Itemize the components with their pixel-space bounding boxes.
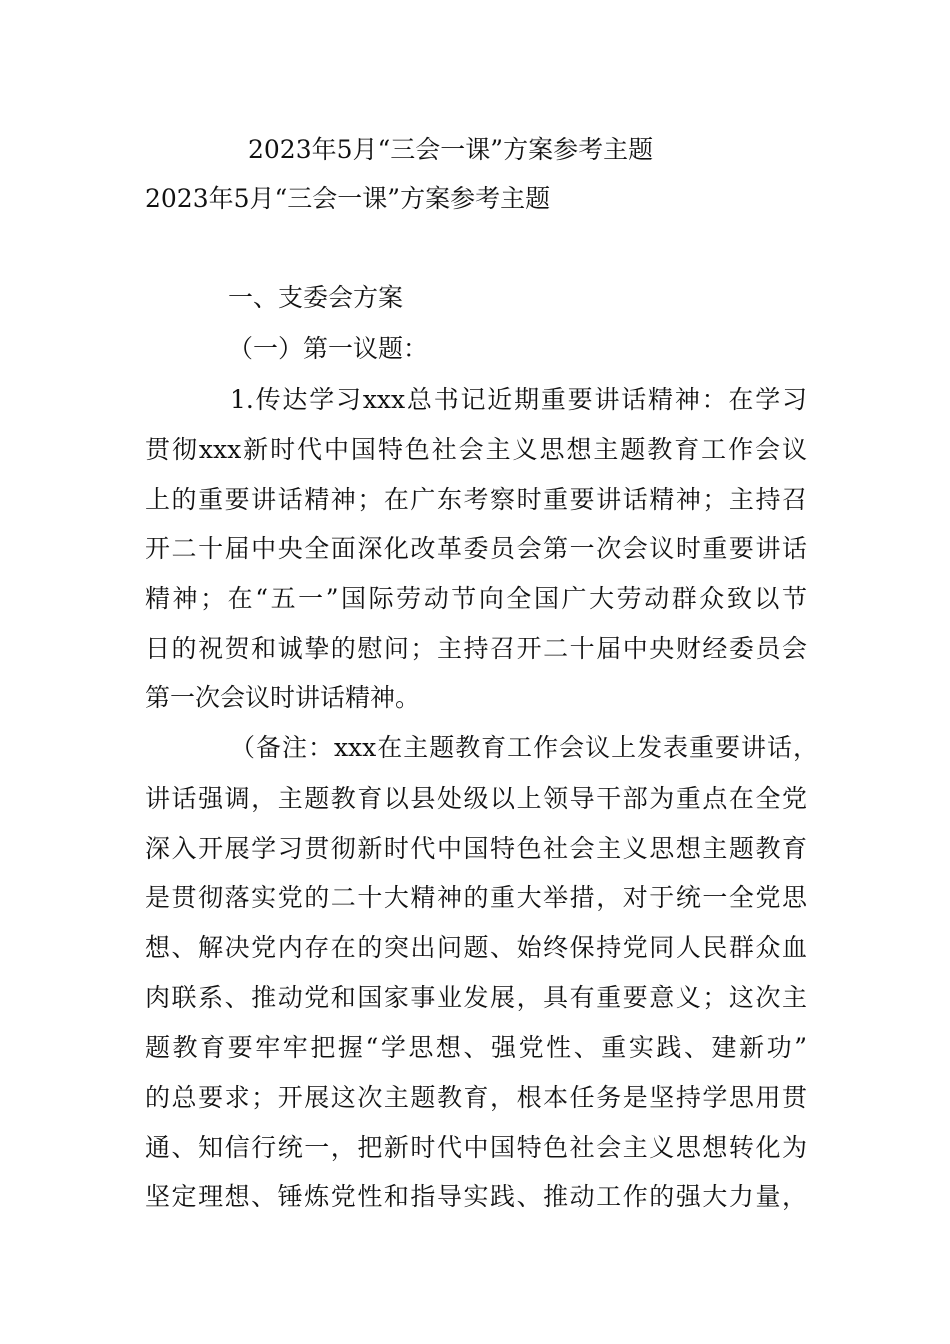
paragraph-line: 题教育要牢牢把握“学思想、强党性、重实践、建新功” (145, 1033, 807, 1062)
paragraph-line: 深入开展学习贯彻新时代中国特色社会主义思想主题教育 (145, 834, 807, 863)
paragraph-line: （备注：xxx在主题教育工作会议上发表重要讲话， (230, 733, 818, 762)
paragraph-line: 的总要求；开展这次主题教育，根本任务是坚持学思用贯 (145, 1083, 807, 1112)
paragraph-line: 上的重要讲话精神；在广东考察时重要讲话精神；主持召 (145, 485, 807, 514)
paragraph-line: 开二十届中央全面深化改革委员会第一次会议时重要讲话 (145, 534, 807, 563)
paragraph-line: 通、知信行统一，把新时代中国特色社会主义思想转化为 (145, 1133, 807, 1162)
paragraph-line: 肉联系、推动党和国家事业发展，具有重要意义；这次主 (145, 983, 807, 1012)
paragraph-line: 坚定理想、锤炼党性和指导实践、推动工作的强大力量， (145, 1182, 807, 1211)
paragraph-line: 想、解决党内存在的突出问题、始终保持党同人民群众血 (145, 933, 807, 962)
paragraph-line: 第一次会议时讲话精神。 (145, 683, 421, 712)
paragraph-line: 日的祝贺和诚挚的慰问；主持召开二十届中央财经委员会 (145, 634, 807, 663)
paragraph-line: 是贯彻落实党的二十大精神的重大举措，对于统一全党思 (145, 883, 807, 912)
section-heading: 一、支委会方案 (228, 283, 404, 312)
document-subtitle: 2023年5月“三会一课”方案参考主题 (145, 184, 551, 213)
document-title: 2023年5月“三会一课”方案参考主题 (248, 135, 654, 164)
paragraph-line: 贯彻xxx新时代中国特色社会主义思想主题教育工作会议 (145, 435, 807, 464)
paragraph-line: 1.传达学习xxx总书记近期重要讲话精神：在学习 (230, 385, 807, 414)
subsection-heading: （一）第一议题： (228, 334, 429, 363)
paragraph-line: 讲话强调，主题教育以县处级以上领导干部为重点在全党 (145, 784, 807, 813)
paragraph-line: 精神；在“五一”国际劳动节向全国广大劳动群众致以节 (145, 584, 807, 613)
